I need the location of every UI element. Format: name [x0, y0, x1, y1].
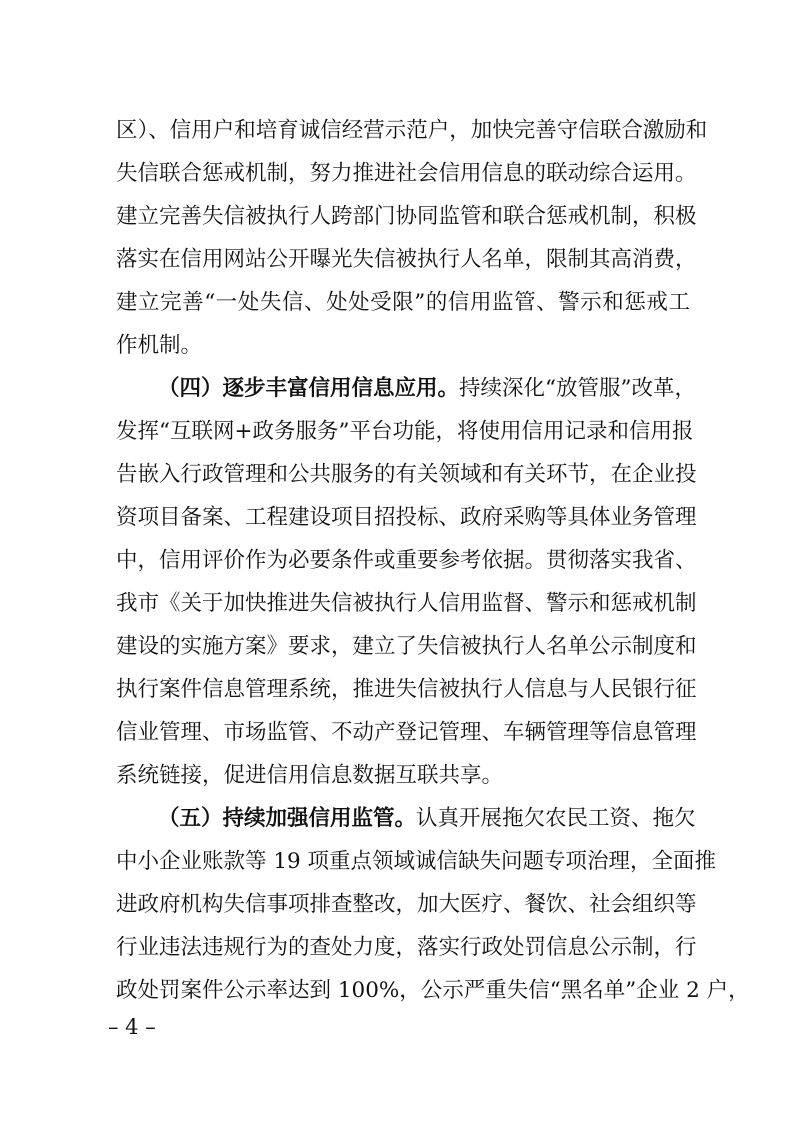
page-number: – 4 –: [108, 1015, 156, 1039]
text-line: 中小企业账款等 19 项重点领域诚信缺失问题专项治理，全面推: [116, 849, 717, 874]
section-five-lead-text: 认真开展拖欠农民工资、拖欠: [416, 806, 696, 831]
text-line: 建立完善“一处失信、处处受限”的信用监管、警示和惩戒工: [116, 290, 690, 315]
text-line: 行业违法违规行为的查处力度，落实行政处罚信息公示制，行: [116, 935, 697, 960]
text-line: 执行案件信息管理系统，推进失信被执行人信息与人民银行征: [116, 677, 697, 702]
text-line: 系统链接，促进信用信息数据互联共享。: [116, 763, 504, 788]
section-five-first-line: [158, 799, 696, 839]
section-four-lead-text: 持续深化“放管服”改革，: [459, 376, 696, 401]
text-line: 告嵌入行政管理和公共服务的有关领域和有关环节，在企业投: [116, 462, 697, 487]
section-five-heading: （五）持续加强信用监管。: [158, 806, 417, 831]
text-line: 政处罚案件公示率达到 100%，公示严重失信“黑名单”企业 2 户，: [116, 978, 750, 1003]
section-four-heading: （四）逐步丰富信用信息应用。: [158, 376, 460, 401]
text-line: 我市《关于加快推进失信被执行人信用监督、警示和惩戒机制: [116, 591, 697, 616]
section-four-first-line: [158, 369, 696, 409]
text-line: 失信联合惩戒机制，努力推进社会信用信息的联动综合运用。: [116, 161, 697, 186]
text-line: 落实在信用网站公开曝光失信被执行人名单，限制其高消费，: [116, 247, 697, 272]
text-line: 发挥“互联网+政务服务”平台功能，将使用信用记录和信用报: [116, 419, 694, 444]
text-line: 进政府机构失信事项排查整改，加大医疗、餐饮、社会组织等: [116, 892, 697, 917]
text-line: 中，信用评价作为必要条件或重要参考依据。贯彻落实我省、: [116, 548, 697, 573]
text-line: 建设的实施方案》要求，建立了失信被执行人名单公示制度和: [116, 634, 697, 659]
text-line: 信业管理、市场监管、不动产登记管理、车辆管理等信息管理: [116, 720, 697, 745]
text-line: 建立完善失信被执行人跨部门协同监管和联合惩戒机制，积极: [116, 204, 697, 229]
text-line: 资项目备案、工程建设项目招投标、政府采购等具体业务管理: [116, 505, 697, 530]
text-line: 区）、信用户和培育诚信经营示范户，加快完善守信联合激励和: [116, 118, 708, 143]
text-line: 作机制。: [116, 333, 203, 358]
